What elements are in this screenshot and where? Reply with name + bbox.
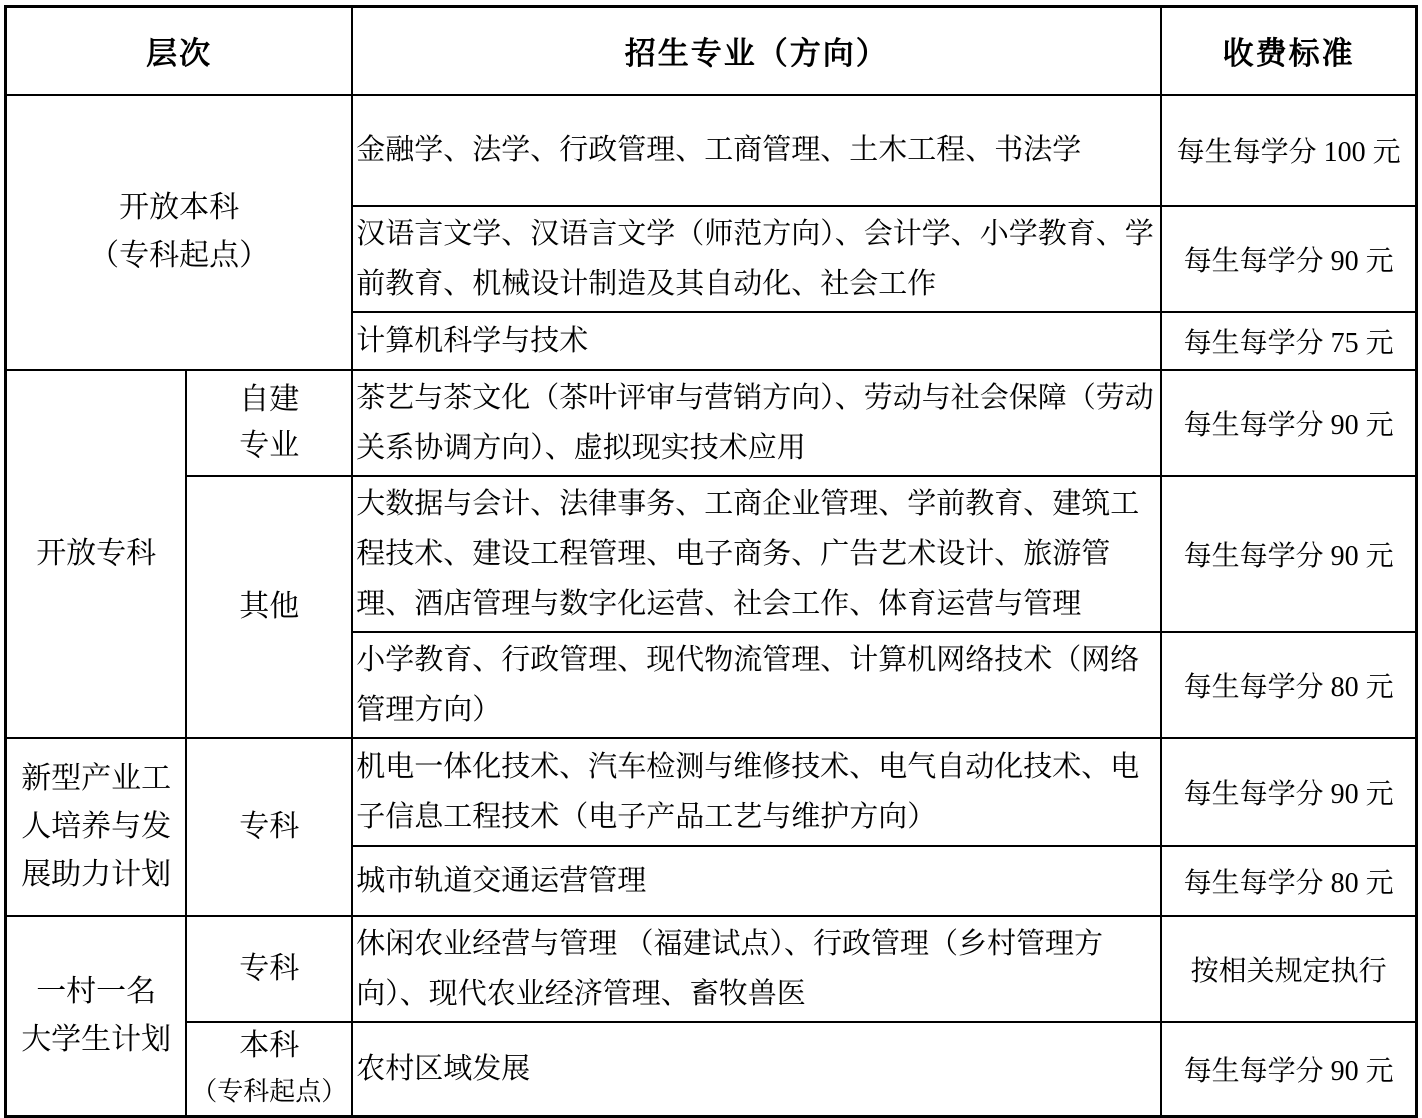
majors-cell: 休闲农业经营与管理 （福建试点）、行政管理（乡村管理方向）、现代农业经济管理、畜牧兽医 bbox=[352, 916, 1161, 1022]
level-line: 大学生计划 bbox=[21, 1022, 172, 1056]
table-row bbox=[6, 738, 1417, 846]
majors-cell: 机电一体化技术、汽车检测与维修技术、电气自动化技术、电子信息工程技术（电子产品工艺与维护方向） bbox=[352, 738, 1161, 846]
sublevel-cell-village-college bbox=[186, 916, 352, 1022]
fee-cell: 每生每学分 90 元 bbox=[1161, 476, 1416, 632]
sublevel-line: 本科 bbox=[239, 1028, 300, 1062]
sublevel-line: （专科起点） bbox=[191, 1076, 348, 1106]
fee-cell: 每生每学分 90 元 bbox=[1161, 738, 1416, 846]
level-line: 开放专科 bbox=[36, 536, 157, 570]
header-majors: 招生专业（方向） bbox=[352, 7, 1161, 95]
table-row bbox=[6, 95, 1417, 206]
majors-cell: 大数据与会计、法律事务、工商企业管理、学前教育、建筑工程技术、建设工程管理、电子商务、广告艺术设计、旅游管理、酒店管理与数字化运营、社会工作、体育运营与管理 bbox=[352, 476, 1161, 632]
level-cell-open-college bbox=[6, 370, 187, 738]
level-line: 人培养与发 bbox=[21, 809, 172, 843]
table-row bbox=[6, 476, 1417, 632]
sublevel-line: 其他 bbox=[239, 589, 300, 623]
level-line: （专科起点） bbox=[89, 239, 270, 272]
fee-cell: 每生每学分 90 元 bbox=[1161, 1022, 1416, 1117]
fee-cell: 每生每学分 75 元 bbox=[1161, 312, 1416, 370]
sublevel-line: 专业 bbox=[239, 428, 300, 462]
majors-cell: 汉语言文学、汉语言文学（师范方向）、会计学、小学教育、学前教育、机械设计制造及其自动化、社会工作 bbox=[352, 206, 1161, 312]
fee-cell: 每生每学分 100 元 bbox=[1161, 95, 1416, 206]
sublevel-line: 自建 bbox=[239, 382, 300, 416]
level-cell-worker-plan bbox=[6, 738, 187, 916]
table-row bbox=[6, 370, 1417, 476]
header-level: 层次 bbox=[6, 7, 353, 95]
table-row bbox=[6, 916, 1417, 1022]
header-row bbox=[6, 7, 1417, 95]
fee-cell: 按相关规定执行 bbox=[1161, 916, 1416, 1022]
header-fee: 收费标准 bbox=[1161, 7, 1416, 95]
sublevel-line: 专科 bbox=[239, 809, 300, 843]
sublevel-line: 专科 bbox=[239, 951, 300, 985]
level-cell-village-plan bbox=[6, 916, 187, 1117]
table-row bbox=[6, 1022, 1417, 1117]
tuition-fee-table bbox=[4, 5, 1418, 1118]
majors-cell: 茶艺与茶文化（茶叶评审与营销方向）、劳动与社会保障（劳动关系协调方向）、虚拟现实技术应用 bbox=[352, 370, 1161, 476]
majors-cell: 计算机科学与技术 bbox=[352, 312, 1161, 370]
majors-cell: 小学教育、行政管理、现代物流管理、计算机网络技术（网络管理方向） bbox=[352, 632, 1161, 738]
level-line: 新型产业工 bbox=[21, 761, 172, 795]
majors-cell: 城市轨道交通运营管理 bbox=[352, 846, 1161, 916]
fee-cell: 每生每学分 80 元 bbox=[1161, 846, 1416, 916]
majors-cell: 金融学、法学、行政管理、工商管理、土木工程、书法学 bbox=[352, 95, 1161, 206]
level-line: 开放本科 bbox=[119, 191, 240, 224]
fee-cell: 每生每学分 80 元 bbox=[1161, 632, 1416, 738]
level-cell-open-bachelor bbox=[6, 95, 353, 370]
fee-cell: 每生每学分 90 元 bbox=[1161, 370, 1416, 476]
sublevel-cell-other bbox=[186, 476, 352, 738]
sublevel-cell-self-built bbox=[186, 370, 352, 476]
sublevel-cell-village-bachelor bbox=[186, 1022, 352, 1117]
fee-cell: 每生每学分 90 元 bbox=[1161, 206, 1416, 312]
sublevel-cell-worker-college bbox=[186, 738, 352, 916]
majors-cell: 农村区域发展 bbox=[352, 1022, 1161, 1117]
level-line: 展助力计划 bbox=[21, 857, 172, 891]
level-line: 一村一名 bbox=[36, 974, 157, 1008]
